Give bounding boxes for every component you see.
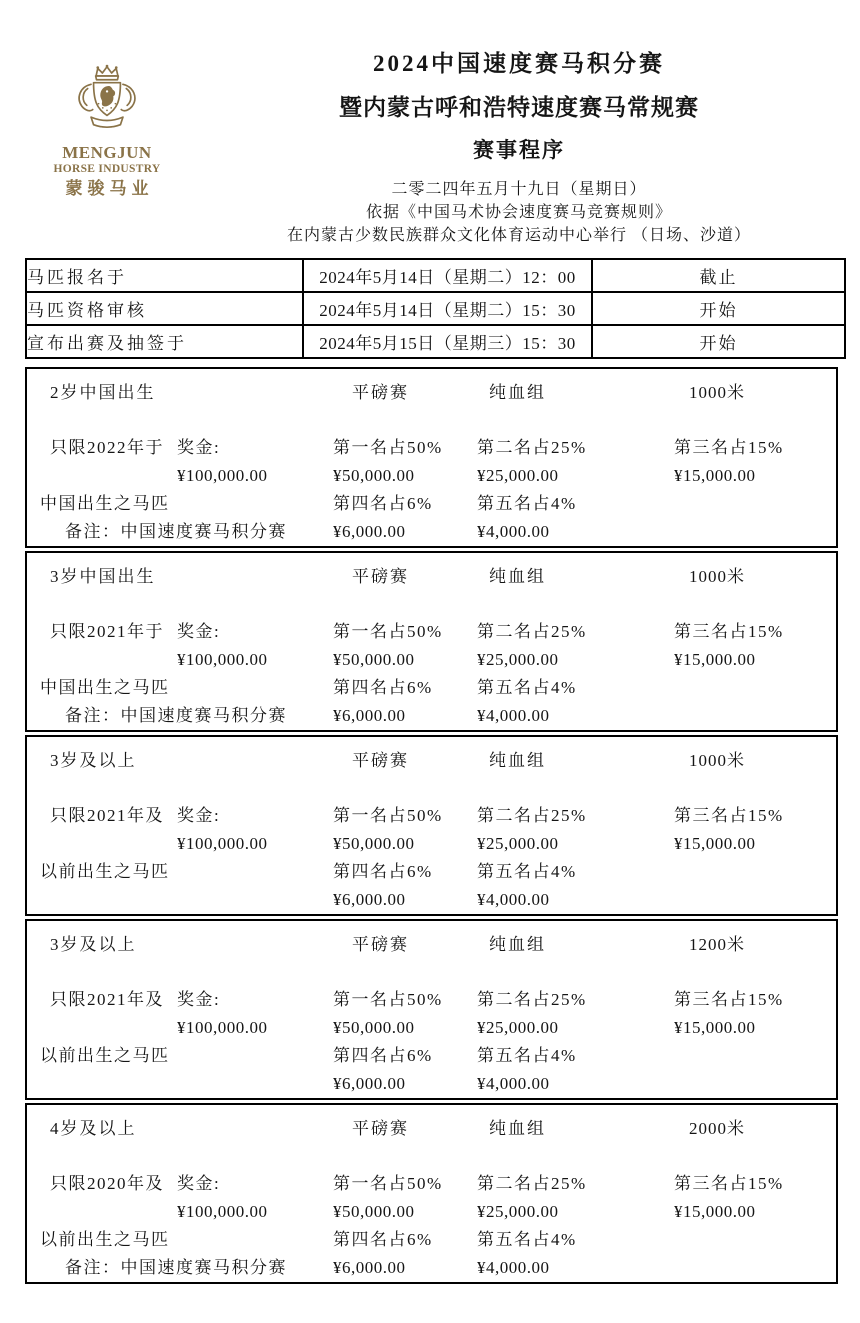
- race-header-row: [27, 379, 836, 407]
- race-condition-line1: 只限2021年于: [50, 622, 164, 641]
- race-percents-row2: [27, 674, 836, 702]
- fifth-place-pct: 第五名占4%: [477, 678, 577, 697]
- schedule-time: 2024年5月15日（星期三）15：30: [303, 325, 592, 358]
- empty-cell: [27, 1014, 177, 1042]
- fourth-place-pct: 第四名占6%: [333, 1230, 433, 1249]
- race-percents-row2: [27, 1042, 836, 1070]
- race-type: 平磅赛: [352, 935, 409, 954]
- schedule-table: [25, 258, 846, 359]
- empty-cell: [27, 830, 177, 858]
- third-place-pct: 第三名占15%: [674, 438, 784, 457]
- race-percents-row: [27, 434, 836, 462]
- race-percents-row: [27, 802, 836, 830]
- fifth-place-amount: ¥4,000.00: [477, 890, 550, 909]
- race-amounts-row2: [27, 1254, 836, 1282]
- schedule-status: 截止: [592, 259, 845, 292]
- third-place-amount: ¥15,000.00: [674, 1202, 756, 1221]
- empty-cell: [674, 518, 836, 546]
- race-condition-line1: 只限2021年及: [50, 806, 164, 825]
- fifth-place-amount: ¥4,000.00: [477, 1074, 550, 1093]
- first-place-amount: ¥50,000.00: [333, 834, 415, 853]
- schedule-time: 2024年5月14日（星期二）12：00: [303, 259, 592, 292]
- masthead: [0, 0, 860, 248]
- first-place-pct: 第一名占50%: [333, 990, 443, 1009]
- fourth-place-amount: ¥6,000.00: [333, 522, 406, 541]
- title-line3: 赛事程序: [473, 138, 565, 162]
- race-block-2: [25, 551, 838, 732]
- race-distance: 2000米: [689, 1119, 745, 1138]
- race-age-group: 3岁及以上: [50, 935, 137, 954]
- logo-name-zh: 蒙骏马业: [65, 178, 154, 198]
- prize-label: 奖金:: [177, 990, 221, 1009]
- second-place-amount: ¥25,000.00: [477, 1202, 559, 1221]
- empty-cell: [674, 886, 836, 914]
- race-note: 备注：中国速度赛马积分赛: [65, 522, 287, 541]
- third-place-amount: ¥15,000.00: [674, 834, 756, 853]
- title-line1: 2024中国速度赛马积分赛: [373, 51, 665, 76]
- spacer: [27, 591, 836, 618]
- first-place-amount: ¥50,000.00: [333, 650, 415, 669]
- first-place-pct: 第一名占50%: [333, 622, 443, 641]
- logo-name-en-line2: HORSE INDUSTRY: [53, 163, 161, 175]
- race-note: [27, 886, 333, 914]
- spacer: [27, 407, 836, 434]
- fourth-place-amount: ¥6,000.00: [333, 1074, 406, 1093]
- first-place-pct: 第一名占50%: [333, 438, 443, 457]
- third-place-pct: 第三名占15%: [674, 990, 784, 1009]
- race-condition-line2: 中国出生之马匹: [40, 494, 170, 513]
- empty-cell: [177, 674, 333, 702]
- race-block-1: [25, 367, 838, 548]
- second-place-amount: ¥25,000.00: [477, 834, 559, 853]
- race-block-5: [25, 1103, 838, 1284]
- empty-cell: [27, 462, 177, 490]
- empty-cell: [177, 1226, 333, 1254]
- total-prize: ¥100,000.00: [177, 466, 268, 485]
- logo: [53, 64, 161, 197]
- empty-cell: [674, 490, 836, 518]
- fifth-place-pct: 第五名占4%: [477, 1046, 577, 1065]
- spacer: [27, 1143, 836, 1170]
- race-condition-line2: 以前出生之马匹: [40, 862, 170, 881]
- schedule-row: [26, 259, 845, 292]
- fourth-place-pct: 第四名占6%: [333, 678, 433, 697]
- empty-cell: [177, 858, 333, 886]
- race-condition-line2: 以前出生之马匹: [40, 1046, 170, 1065]
- document-titles: [198, 0, 840, 247]
- empty-cell: [674, 1254, 836, 1282]
- race-note: 备注：中国速度赛马积分赛: [65, 1258, 287, 1277]
- second-place-pct: 第二名占25%: [477, 622, 587, 641]
- race-condition-line1: 只限2021年及: [50, 990, 164, 1009]
- schedule-row: [26, 292, 845, 325]
- empty-cell: [27, 646, 177, 674]
- first-place-pct: 第一名占50%: [333, 806, 443, 825]
- race-amounts-row2: [27, 1070, 836, 1098]
- race-horse-group: 纯血组: [489, 751, 546, 770]
- race-header-row: [27, 747, 836, 775]
- race-percents-row: [27, 618, 836, 646]
- third-place-amount: ¥15,000.00: [674, 1018, 756, 1037]
- third-place-amount: ¥15,000.00: [674, 466, 756, 485]
- prize-label: 奖金:: [177, 1174, 221, 1193]
- race-distance: 1000米: [689, 383, 745, 402]
- schedule-item: 马匹报名于: [26, 259, 303, 292]
- fourth-place-amount: ¥6,000.00: [333, 890, 406, 909]
- empty-cell: [674, 674, 836, 702]
- race-horse-group: 纯血组: [489, 383, 546, 402]
- race-percents-row: [27, 986, 836, 1014]
- third-place-pct: 第三名占15%: [674, 806, 784, 825]
- race-percents-row2: [27, 858, 836, 886]
- prize-label: 奖金:: [177, 806, 221, 825]
- race-amounts-row2: [27, 886, 836, 914]
- empty-cell: [674, 1226, 836, 1254]
- spacer: [27, 775, 836, 802]
- schedule-item: 宣布出赛及抽签于: [26, 325, 303, 358]
- empty-cell: [674, 1042, 836, 1070]
- race-percents-row: [27, 1170, 836, 1198]
- second-place-amount: ¥25,000.00: [477, 466, 559, 485]
- race-type: 平磅赛: [352, 751, 409, 770]
- fourth-place-amount: ¥6,000.00: [333, 1258, 406, 1277]
- title-line2: 暨内蒙古呼和浩特速度赛马常规赛: [339, 95, 699, 120]
- race-amounts-row: [27, 1014, 836, 1042]
- event-date-line: 二零二四年五月十九日（星期日）: [391, 181, 647, 198]
- first-place-amount: ¥50,000.00: [333, 1202, 415, 1221]
- schedule-item: 马匹资格审核: [26, 292, 303, 325]
- fourth-place-amount: ¥6,000.00: [333, 706, 406, 725]
- race-horse-group: 纯血组: [489, 567, 546, 586]
- race-block-4: [25, 919, 838, 1100]
- total-prize: ¥100,000.00: [177, 650, 268, 669]
- race-distance: 1000米: [689, 751, 745, 770]
- empty-cell: [177, 1042, 333, 1070]
- race-header-row: [27, 1115, 836, 1143]
- empty-cell: [674, 858, 836, 886]
- race-type: 平磅赛: [352, 383, 409, 402]
- total-prize: ¥100,000.00: [177, 834, 268, 853]
- fourth-place-pct: 第四名占6%: [333, 862, 433, 881]
- empty-cell: [674, 1070, 836, 1098]
- race-amounts-row2: [27, 518, 836, 546]
- race-header-row: [27, 931, 836, 959]
- race-distance: 1200米: [689, 935, 745, 954]
- race-note: 备注：中国速度赛马积分赛: [65, 706, 287, 725]
- race-percents-row2: [27, 1226, 836, 1254]
- race-horse-group: 纯血组: [489, 1119, 546, 1138]
- schedule-status: 开始: [592, 292, 845, 325]
- first-place-amount: ¥50,000.00: [333, 1018, 415, 1037]
- race-condition-line2: 以前出生之马匹: [40, 1230, 170, 1249]
- spacer: [27, 959, 836, 986]
- total-prize: ¥100,000.00: [177, 1202, 268, 1221]
- race-amounts-row: [27, 830, 836, 858]
- race-note: [27, 1070, 333, 1098]
- race-amounts-row: [27, 1198, 836, 1226]
- race-condition-line1: 只限2022年于: [50, 438, 164, 457]
- third-place-pct: 第三名占15%: [674, 1174, 784, 1193]
- first-place-amount: ¥50,000.00: [333, 466, 415, 485]
- logo-name-en-line1: MENGJUN: [62, 143, 152, 162]
- prize-label: 奖金:: [177, 438, 221, 457]
- prize-label: 奖金:: [177, 622, 221, 641]
- race-block-3: [25, 735, 838, 916]
- second-place-pct: 第二名占25%: [477, 806, 587, 825]
- fifth-place-amount: ¥4,000.00: [477, 706, 550, 725]
- third-place-amount: ¥15,000.00: [674, 650, 756, 669]
- race-distance: 1000米: [689, 567, 745, 586]
- fifth-place-amount: ¥4,000.00: [477, 522, 550, 541]
- second-place-pct: 第二名占25%: [477, 1174, 587, 1193]
- race-percents-row2: [27, 490, 836, 518]
- total-prize: ¥100,000.00: [177, 1018, 268, 1037]
- race-horse-group: 纯血组: [489, 935, 546, 954]
- second-place-pct: 第二名占25%: [477, 438, 587, 457]
- fourth-place-pct: 第四名占6%: [333, 494, 433, 513]
- event-rule-line: 依据《中国马术协会速度赛马竞赛规则》: [365, 204, 672, 221]
- second-place-amount: ¥25,000.00: [477, 650, 559, 669]
- race-condition-line1: 只限2020年及: [50, 1174, 164, 1193]
- fifth-place-pct: 第五名占4%: [477, 1230, 577, 1249]
- third-place-pct: 第三名占15%: [674, 622, 784, 641]
- event-venue-line: 在内蒙古少数民族群众文化体育运动中心举行 （日场、沙道）: [286, 227, 751, 244]
- race-type: 平磅赛: [352, 1119, 409, 1138]
- race-amounts-row: [27, 646, 836, 674]
- empty-cell: [674, 702, 836, 730]
- race-type: 平磅赛: [352, 567, 409, 586]
- fifth-place-pct: 第五名占4%: [477, 494, 577, 513]
- race-age-group: 3岁中国出生: [50, 567, 156, 586]
- fourth-place-pct: 第四名占6%: [333, 1046, 433, 1065]
- empty-cell: [177, 490, 333, 518]
- schedule-status: 开始: [592, 325, 845, 358]
- fifth-place-pct: 第五名占4%: [477, 862, 577, 881]
- first-place-pct: 第一名占50%: [333, 1174, 443, 1193]
- schedule-row: [26, 325, 845, 358]
- schedule-time: 2024年5月14日（星期二）15：30: [303, 292, 592, 325]
- second-place-pct: 第二名占25%: [477, 990, 587, 1009]
- crown-horse-crest-icon: [65, 64, 149, 140]
- race-condition-line2: 中国出生之马匹: [40, 678, 170, 697]
- race-header-row: [27, 563, 836, 591]
- race-age-group: 3岁及以上: [50, 751, 137, 770]
- race-age-group: 4岁及以上: [50, 1119, 137, 1138]
- race-age-group: 2岁中国出生: [50, 383, 156, 402]
- race-amounts-row2: [27, 702, 836, 730]
- second-place-amount: ¥25,000.00: [477, 1018, 559, 1037]
- race-amounts-row: [27, 462, 836, 490]
- empty-cell: [27, 1198, 177, 1226]
- fifth-place-amount: ¥4,000.00: [477, 1258, 550, 1277]
